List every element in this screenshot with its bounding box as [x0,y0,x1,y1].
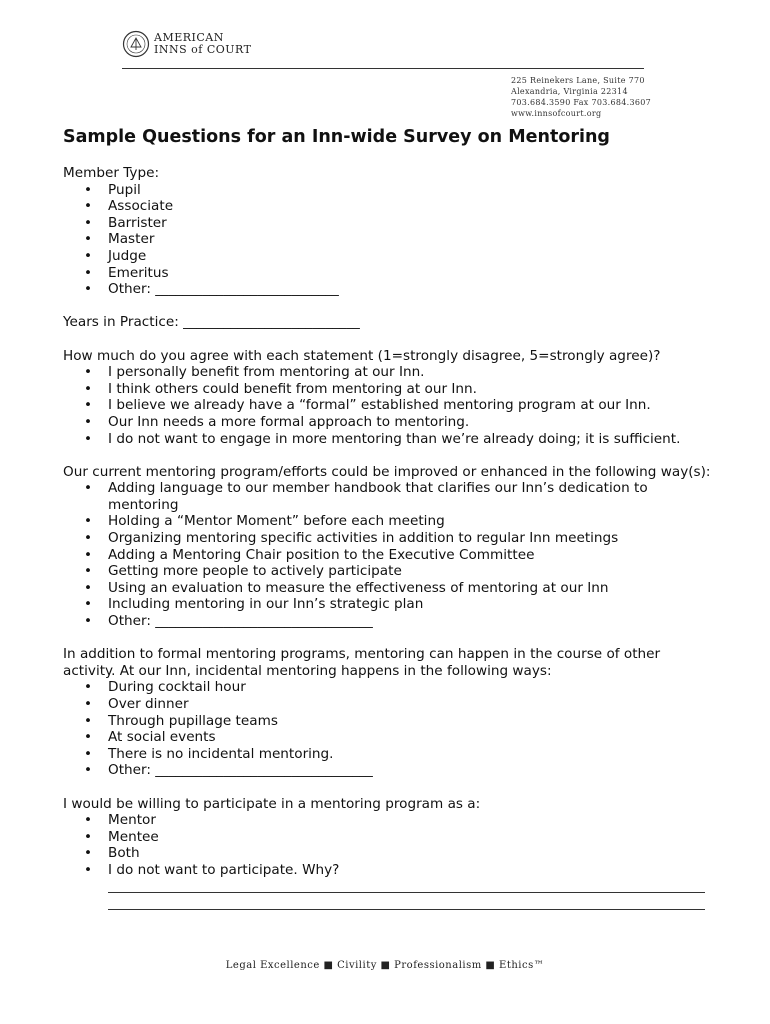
section-heading: Our current mentoring program/efforts could be improved or enhanced in the following way(s): [63,463,711,480]
bullet-icon: • [84,380,93,397]
bullet-icon: • [84,579,93,596]
participate-list [63,812,713,878]
list-item [63,182,713,199]
list-item-text: Through pupillage teams [108,712,278,729]
bullet-icon: • [84,596,93,613]
section-heading: How much do you agree with each statement (1=strongly disagree, 5=strongly agree)? [63,347,661,364]
list-item-text: Adding language to our member handbook that clarifies our Inn’s dedication to mentoring [108,480,648,513]
list-item [63,231,713,248]
list-item-text: I do not want to engage in more mentoring than we’re already doing; it is sufficient. [108,430,681,447]
list-item [63,397,713,414]
answer-lines [63,879,713,910]
bullet-icon: • [84,264,93,281]
bullet-icon: • [84,198,93,215]
list-item [63,414,713,431]
list-item [63,679,713,696]
list-item [63,845,713,862]
list-item-text: Our Inn needs a more formal approach to mentoring. [108,413,470,430]
list-item [63,829,713,846]
address-line: 703.684.3590 Fax 703.684.3607 [511,98,652,107]
answer-blank-line [108,896,705,910]
list-item-text: Pupil [108,181,141,198]
list-item-text: Both [108,845,140,862]
incidental-list [63,679,713,779]
participate-section [63,796,713,910]
list-item-text: I think others could benefit from mentoring at our Inn. [108,380,477,397]
list-item-text: During cocktail hour [108,679,246,696]
bullet-icon: • [84,696,93,712]
list-item [63,580,713,597]
page-title: Sample Questions for an Inn-wide Survey on Mentoring [63,127,610,147]
address-line: Alexandria, Virginia 22314 [511,87,628,96]
list-item-text: Barrister [108,214,167,231]
letterhead-rule [122,68,644,69]
list-item [63,265,713,282]
list-item [63,862,713,879]
list-item [63,812,713,829]
letterhead-address [511,75,651,119]
list-item [63,281,713,298]
bullet-icon: • [84,231,93,248]
list-item-text: There is no incidental mentoring. [108,745,334,762]
list-item-text: Using an evaluation to measure the effectiveness of mentoring at our Inn [108,579,609,596]
list-item-text: Other: ________________________________ [108,762,373,779]
section-heading: I would be willing to participate in a mentoring program as a: [63,795,481,812]
list-item-text: I do not want to participate. Why? [108,861,340,878]
bullet-icon: • [84,397,93,414]
bullet-icon: • [84,745,93,762]
improve-section [63,464,713,630]
list-item [63,215,713,232]
bullet-icon: • [84,281,93,298]
list-item-text: Organizing mentoring specific activities in addition to regular Inn meetings [108,530,619,547]
bullet-icon: • [84,679,93,696]
bullet-icon: • [84,430,93,447]
answer-blank-line [108,879,705,893]
member-type-section [63,165,713,298]
list-item-text: Judge [108,247,147,264]
list-item-text: Holding a “Mentor Moment” before each meeting [108,513,445,530]
list-item [63,381,713,398]
list-item-text: Including mentoring in our Inn’s strategic plan [108,596,424,613]
bullet-icon: • [84,247,93,264]
bullet-icon: • [84,613,93,630]
logo-wordmark [154,32,251,56]
bullet-icon: • [84,513,93,530]
bullet-icon: • [84,530,93,547]
section-heading: In addition to formal mentoring programs, mentoring can happen in the course of other activity. At our Inn, incidental mentoring happens in the following ways: [63,646,661,679]
bullet-icon: • [84,563,93,580]
agree-section [63,348,713,448]
list-item-text: Emeritus [108,264,169,281]
list-item-text: At social events [108,729,216,746]
bullet-icon: • [84,845,93,862]
list-item-text: Getting more people to actively participate [108,563,402,580]
address-line: www.innsofcourt.org [511,109,602,118]
bullet-icon: • [84,861,93,878]
letterhead-logo [122,30,251,58]
logo-line-2: INNS of COURT [154,43,252,56]
list-item [63,248,713,265]
list-item [63,198,713,215]
member-type-list [63,182,713,298]
list-item [63,480,713,513]
bullet-icon: • [84,364,93,381]
list-item [63,513,713,530]
list-item [63,530,713,547]
bullet-icon: • [84,729,93,746]
years-section [63,314,713,331]
bullet-icon: • [84,812,93,829]
list-item-text: Other: ___________________________ [108,281,339,298]
bullet-icon: • [84,712,93,729]
list-item [63,547,713,564]
list-item [63,696,713,713]
list-item [63,746,713,763]
bullet-icon: • [84,762,93,779]
list-item [63,364,713,381]
list-item [63,713,713,730]
list-item [63,729,713,746]
bullet-icon: • [84,181,93,198]
list-item [63,596,713,613]
list-item [63,762,713,779]
agree-list [63,364,713,447]
list-item [63,613,713,630]
list-item-text: Master [108,231,155,248]
list-item [63,431,713,448]
list-item-text: Other: ________________________________ [108,613,373,630]
bullet-icon: • [84,546,93,563]
list-item [63,563,713,580]
bullet-icon: • [84,828,93,845]
list-item-text: Over dinner [108,696,189,712]
survey-content [63,165,713,926]
section-heading: Member Type: [63,165,160,181]
logo-line-1: AMERICAN [154,31,224,44]
bullet-icon: • [84,413,93,430]
footer-tagline: Legal Excellence ■ Civility ■ Professionalism ■ Ethics™ [225,960,545,971]
years-in-practice: Years in Practice: __________________________ [63,314,360,331]
list-item-text: I believe we already have a “formal” established mentoring program at our Inn. [108,397,651,414]
bullet-icon: • [84,214,93,231]
list-item-text: I personally benefit from mentoring at our Inn. [108,364,425,381]
incidental-section [63,646,713,779]
list-item-text: Mentor [108,812,156,829]
list-item-text: Mentee [108,828,159,845]
address-line: 225 Reinekers Lane, Suite 770 [511,76,645,85]
improve-list [63,480,713,629]
list-item-text: Adding a Mentoring Chair position to the Executive Committee [108,546,535,563]
seal-icon [122,30,150,58]
list-item-text: Associate [108,198,174,215]
bullet-icon: • [84,480,93,497]
